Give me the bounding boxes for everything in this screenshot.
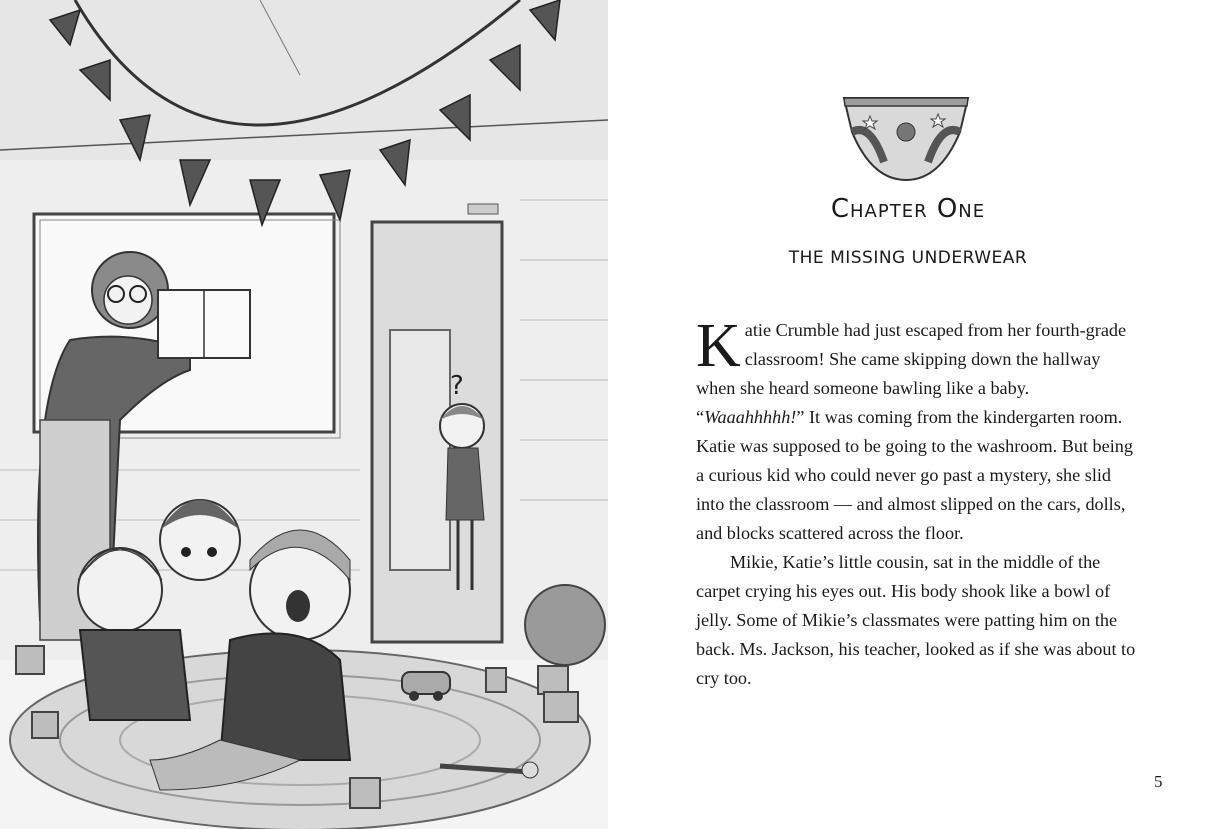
page-number: 5 bbox=[1154, 772, 1163, 791]
underwear-icon bbox=[840, 92, 972, 184]
paragraph-1-part-b: ” It was coming from the kindergarten room. Katie was supposed to be going to the washroom. But being a curious kid who could never go past a mystery, she slid into the classroom — and almost slipped on the cars, dolls, and blocks scattered across the floor. bbox=[696, 407, 1133, 543]
drop-cap: K bbox=[696, 312, 741, 380]
paragraph-1-part-a: atie Crumble had just escaped from her fourth-grade classroom! She came skipping down the hallway when she heard someone bawling like a baby. “ bbox=[696, 320, 1127, 427]
crying-sound: Waaahhhhh! bbox=[704, 407, 797, 427]
chapter-title: THE MISSING UNDERWEAR bbox=[788, 248, 1028, 268]
paragraph-1 bbox=[696, 312, 1136, 548]
question-mark: ? bbox=[450, 371, 464, 401]
story-text bbox=[696, 312, 1136, 693]
text-page bbox=[608, 0, 1208, 829]
chapter-number: Chapter One bbox=[830, 194, 986, 224]
paragraph-2: Mikie, Katie’s little cousin, sat in the middle of the carpet crying his eyes out. His body shook like a bowl of jelly. Some of Mikie’s classmates were patting him on the back. Ms. Jackson, his teacher, looked as if she was about to cry too. bbox=[696, 552, 1136, 688]
